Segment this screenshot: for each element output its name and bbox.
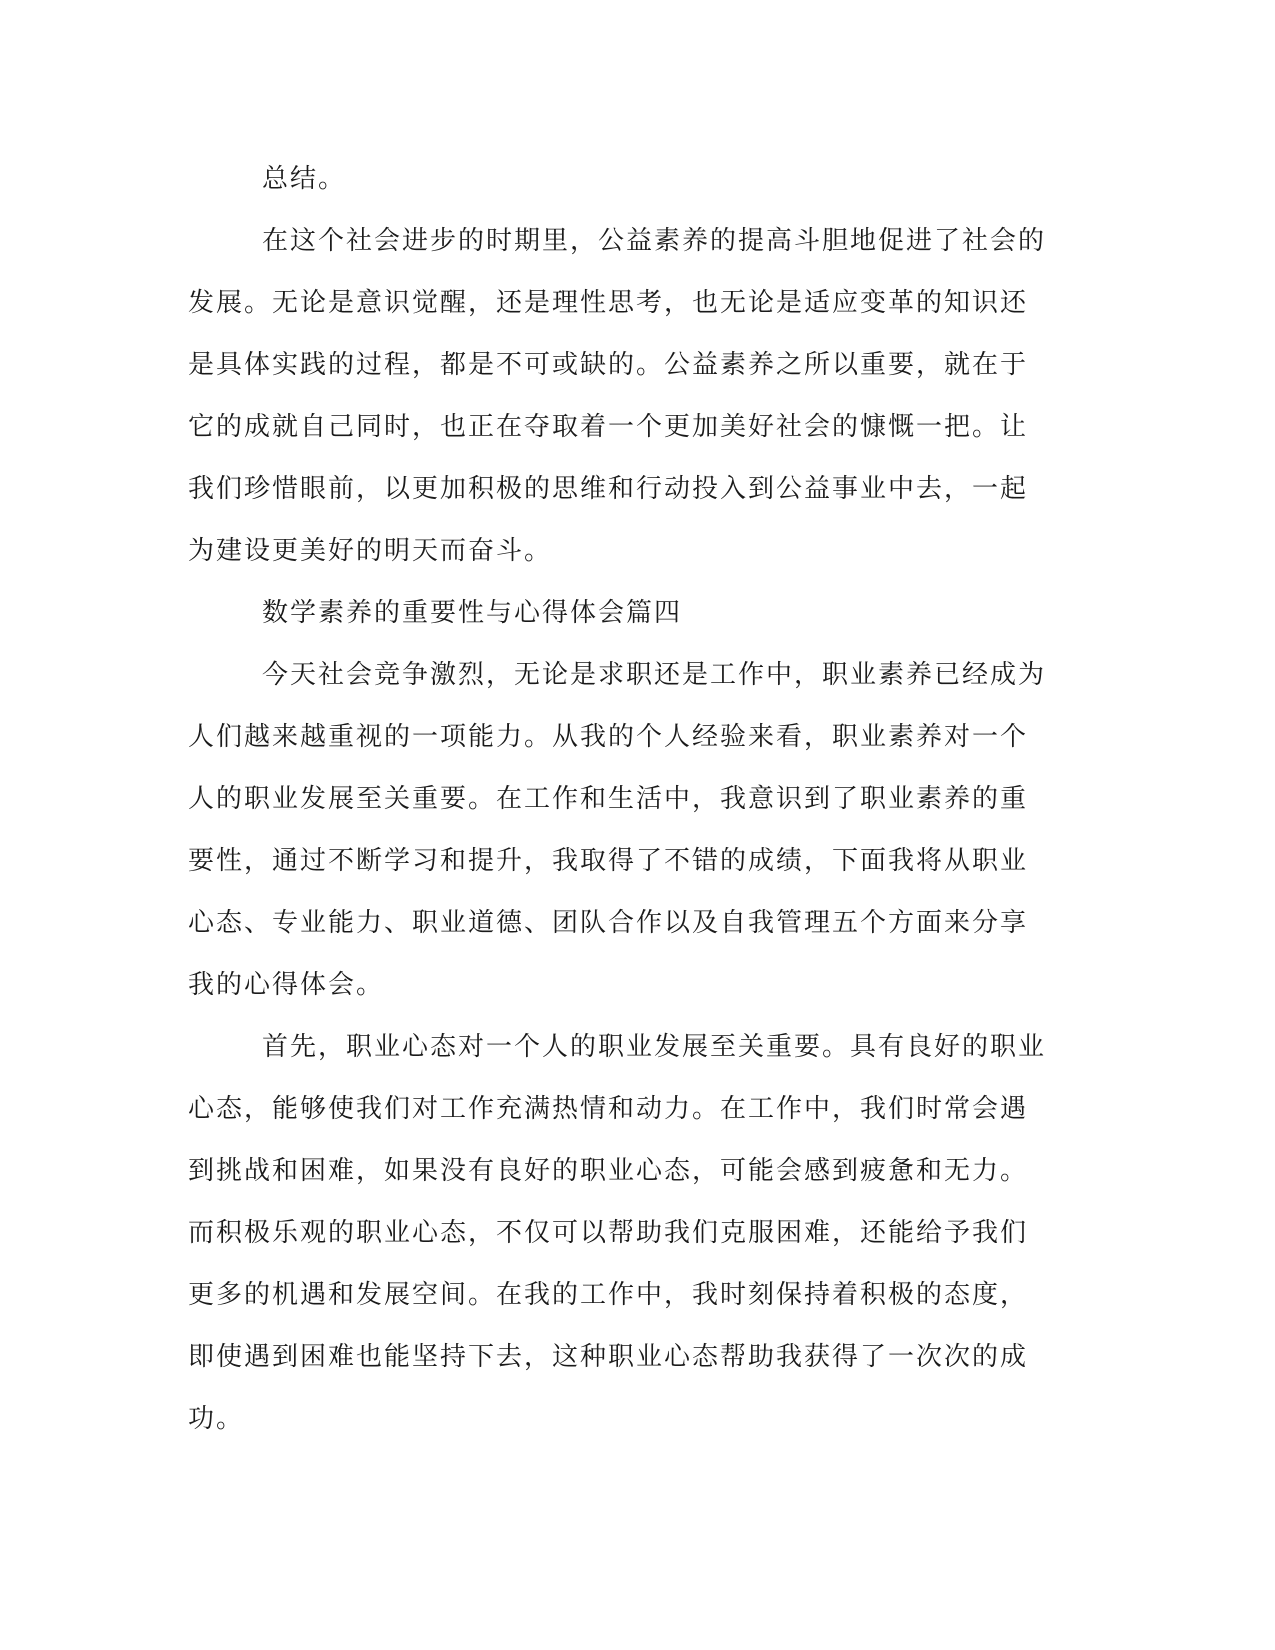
paragraph-line: 在这个社会进步的时期里，公益素养的提高斗胆地促进了社会的 [262, 226, 1047, 256]
paragraph-public-welfare [188, 210, 1068, 582]
paragraph-professional-mindset [188, 1016, 1068, 1450]
paragraph-line: 功。 [188, 1404, 245, 1434]
paragraph-line: 即使遇到困难也能坚持下去，这种职业心态帮助我获得了一次次的成 [188, 1342, 1029, 1372]
paragraph-line: 今天社会竞争激烈，无论是求职还是工作中，职业素养已经成为 [262, 660, 1047, 690]
paragraph-line: 人的职业发展至关重要。在工作和生活中，我意识到了职业素养的重 [188, 784, 1029, 814]
paragraph-line: 心态，能够使我们对工作充满热情和动力。在工作中，我们时常会遇 [188, 1094, 1029, 1124]
paragraph-line: 到挑战和困难，如果没有良好的职业心态，可能会感到疲惫和无力。 [188, 1156, 1029, 1186]
paragraph-line: 发展。无论是意识觉醒，还是理性思考，也无论是适应变革的知识还 [188, 288, 1029, 318]
paragraph-line: 我的心得体会。 [188, 970, 385, 1000]
paragraph-line: 要性，通过不断学习和提升，我取得了不错的成绩，下面我将从职业 [188, 846, 1029, 876]
paragraph-line: 总结。 [262, 164, 347, 194]
paragraph-line: 更多的机遇和发展空间。在我的工作中，我时刻保持着积极的态度， [188, 1280, 1029, 1310]
paragraph-line: 为建设更美好的明天而奋斗。 [188, 536, 553, 566]
section-heading-text: 数学素养的重要性与心得体会篇四 [262, 598, 683, 628]
paragraph-summary-end [188, 148, 1068, 210]
section-heading [188, 582, 1068, 644]
paragraph-professional-quality [188, 644, 1068, 1016]
paragraph-line: 是具体实践的过程，都是不可或缺的。公益素养之所以重要，就在于 [188, 350, 1029, 380]
document-body [188, 148, 1068, 1450]
paragraph-line: 我们珍惜眼前，以更加积极的思维和行动投入到公益事业中去，一起 [188, 474, 1029, 504]
paragraph-line: 而积极乐观的职业心态，不仅可以帮助我们克服困难，还能给予我们 [188, 1218, 1029, 1248]
paragraph-line: 它的成就自己同时，也正在夺取着一个更加美好社会的慷慨一把。让 [188, 412, 1029, 442]
paragraph-line: 首先，职业心态对一个人的职业发展至关重要。具有良好的职业 [262, 1032, 1047, 1062]
paragraph-line: 人们越来越重视的一项能力。从我的个人经验来看，职业素养对一个 [188, 722, 1029, 752]
paragraph-line: 心态、专业能力、职业道德、团队合作以及自我管理五个方面来分享 [188, 908, 1029, 938]
